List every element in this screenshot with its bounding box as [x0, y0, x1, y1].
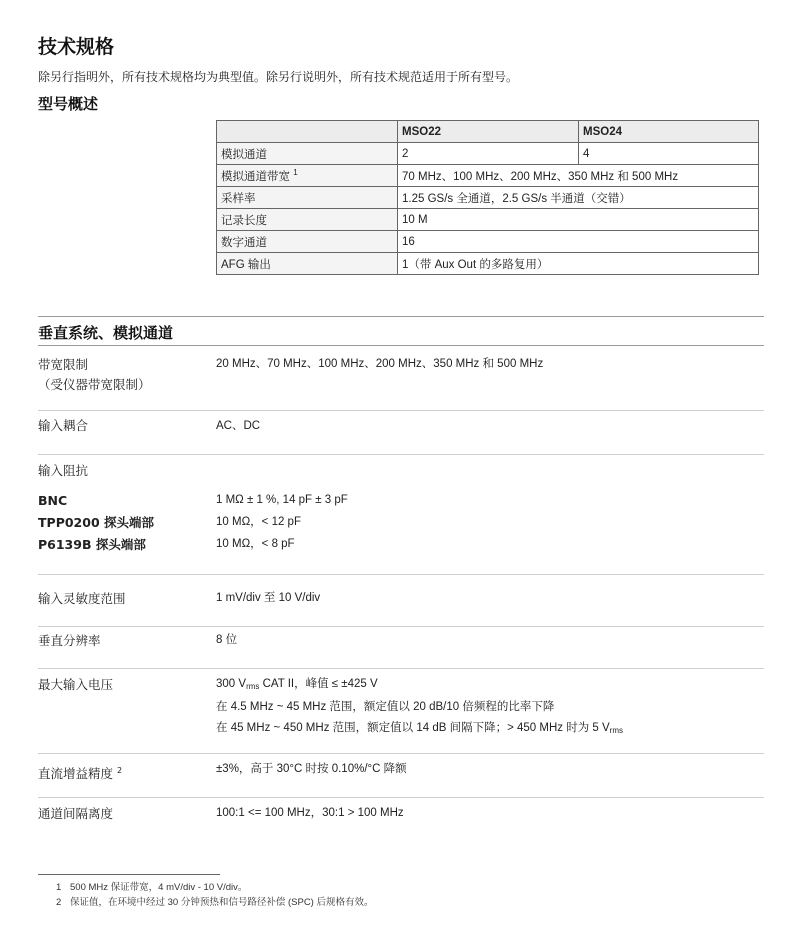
row-divider [38, 410, 764, 411]
spec-value-dc-gain: ±3%，高于 30°C 时按 0.10%/°C 降额 [216, 763, 407, 775]
table-row [217, 143, 759, 165]
section-divider [38, 316, 764, 317]
table-row-label: 数字通道 [217, 231, 398, 253]
impedance-item-name: P6139B 探头端部 [38, 537, 146, 552]
row-divider [38, 454, 764, 455]
table-row [217, 187, 759, 209]
spec-label-max-voltage: 最大输入电压 [38, 677, 114, 692]
row-divider [38, 574, 764, 575]
model-section-title: 型号概述 [38, 95, 99, 113]
table-cell-span: 70 MHz、100 MHz、200 MHz、350 MHz 和 500 MHz [398, 165, 759, 187]
spec-label-isolation: 通道间隔离度 [38, 806, 114, 821]
footnote: 1 500 MHz 保证带宽，4 mV/div - 10 V/div。 [56, 882, 248, 893]
table-cell-span: 16 [398, 231, 759, 253]
table-cell-span: 1（带 Aux Out 的多路复用） [398, 253, 759, 275]
row-divider [38, 626, 764, 627]
table-cell-mso22: 2 [398, 143, 579, 165]
table-row [217, 165, 759, 187]
model-overview-table [216, 120, 759, 275]
table-row [217, 231, 759, 253]
spec-value-bw-limit: 20 MHz、70 MHz、100 MHz、200 MHz、350 MHz 和 500 MHz [216, 358, 544, 370]
table-row-label: 记录长度 [217, 209, 398, 231]
footnote-ref[interactable]: 2 [117, 766, 123, 775]
row-divider [38, 668, 764, 669]
table-cell-span: 10 M [398, 209, 759, 231]
spec-label-coupling: 输入耦合 [38, 418, 89, 433]
vertical-section-title: 垂直系统、模拟通道 [38, 324, 174, 342]
impedance-item-value: 1 MΩ ± 1 %, 14 pF ± 3 pF [216, 494, 348, 506]
impedance-item-value: 10 MΩ，< 12 pF [216, 516, 301, 528]
footnote: 2 保证值，在环境中经过 30 分钟预热和信号路径补偿 (SPC) 后规格有效。 [56, 897, 374, 908]
table-header-mso22: MSO22 [398, 121, 579, 143]
page-title: 技术规格 [38, 36, 115, 58]
impedance-item-value: 10 MΩ，< 8 pF [216, 538, 295, 550]
table-row-label: 模拟通道带宽 $^1$ [217, 165, 398, 187]
table-row [217, 209, 759, 231]
table-header-mso24: MSO24 [579, 121, 759, 143]
row-divider [38, 753, 764, 754]
table-header-blank [217, 121, 398, 143]
spec-value-max-voltage: 300 $V_{rms}$ CAT II，峰值 ≤ ±425 V 在 4.5 MHz ~ 45 MHz 范围，额定值以 20 dB/10 倍频程的比率下降 在 45 MHz ~ 450 MHz 范围，额定值以 14 dB 间隔下降；> 450 MHz 时为 5 $V_{rms}$ [216, 678, 623, 735]
spec-value-resolution: 8 位 [216, 634, 238, 646]
intro-text: 除另行指明外，所有技术规格均为典型值。除另行说明外，所有技术规范适用于所有型号。 [38, 70, 519, 84]
spec-value-isolation: 100:1 <= 100 MHz，30:1 > 100 MHz [216, 807, 404, 819]
footnote-divider [38, 874, 220, 875]
impedance-item-name: BNC [38, 493, 68, 508]
table-row-label: 模拟通道 [217, 143, 398, 165]
footnote-ref[interactable]: 1 [293, 167, 298, 177]
table-header-row [217, 121, 759, 143]
table-cell-span: 1.25 GS/s 全通道，2.5 GS/s 半通道（交错） [398, 187, 759, 209]
spec-value-coupling: AC、DC [216, 420, 261, 432]
section-divider [38, 345, 764, 346]
spec-label-dc-gain: 直流增益精度 $^2$ [38, 766, 123, 781]
table-row [217, 253, 759, 275]
table-cell-mso24: 4 [579, 143, 759, 165]
spec-value-sensitivity: 1 mV/div 至 10 V/div [216, 592, 321, 604]
spec-label-resolution: 垂直分辨率 [38, 633, 101, 648]
table-row-label: 采样率 [217, 187, 398, 209]
spec-label-sensitivity: 输入灵敏度范围 [38, 591, 126, 606]
spec-label-bw-limit: 带宽限制 （受仪器带宽限制） [38, 357, 151, 392]
spec-label-impedance: 输入阻抗 [38, 463, 89, 478]
impedance-item-name: TPP0200 探头端部 [38, 515, 154, 530]
table-row-label: AFG 输出 [217, 253, 398, 275]
row-divider [38, 797, 764, 798]
